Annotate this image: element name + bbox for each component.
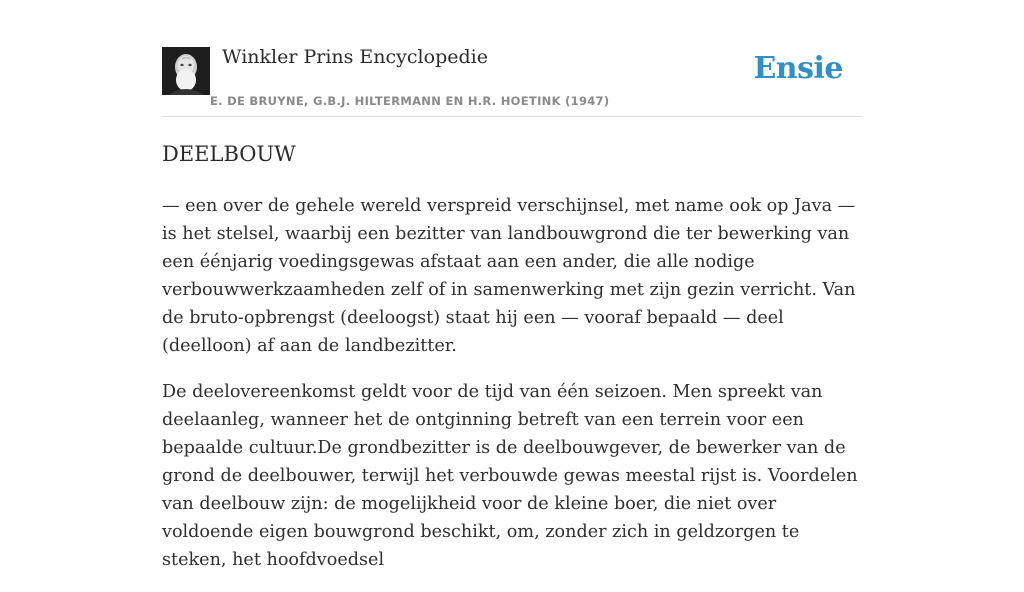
site-header: [162, 0, 862, 117]
entry-paragraph-1: — een over de gehele wereld verspreid verschijnsel, met name ook op Java — is het stelsel, waarbij een bezitter van landbouwgrond die ter bewerking van een éénjarig voedingsgewas afstaat aan een ander, die alle nodige verbouwwerkzaamheden zelf of in samenwerking met zijn gezin verricht. Van de bruto-opbrengst (deeloogst) staat hij een — vooraf bepaald — deel (deelloon) af aan de landbezitter.: [162, 196, 856, 356]
entry-paragraph-2: De deelovereenkomst geldt voor de tijd van één seizoen. Men spreekt van deelaanleg, wanneer het de ontginning betreft van een terrein voor een bepaalde cultuur.De grondbezitter is de deelbouwgever, de bewerker van de grond de deelbouwer, terwijl het verbouwde gewas meestal rijst is. Voordelen van deelbouw zijn: de mogelijkheid voor de kleine boer, die niet over voldoende eigen bouwgrond beschikt, om, zonder zich in geldzorgen te steken, het hoofdvoedsel: [162, 382, 858, 570]
entry-body: [162, 192, 862, 592]
author-portrait: [162, 47, 210, 95]
authors-byline: E. DE BRUYNE, G.B.J. HILTERMANN EN H.R. HOETINK (1947): [210, 94, 610, 108]
site-title[interactable]: Winkler Prins Encyclopedie: [222, 46, 488, 68]
page: [162, 0, 862, 570]
portrait-image: [162, 47, 210, 95]
entry-title: DEELBOUW: [162, 142, 296, 166]
ensie-logo[interactable]: Ensie: [753, 51, 843, 86]
